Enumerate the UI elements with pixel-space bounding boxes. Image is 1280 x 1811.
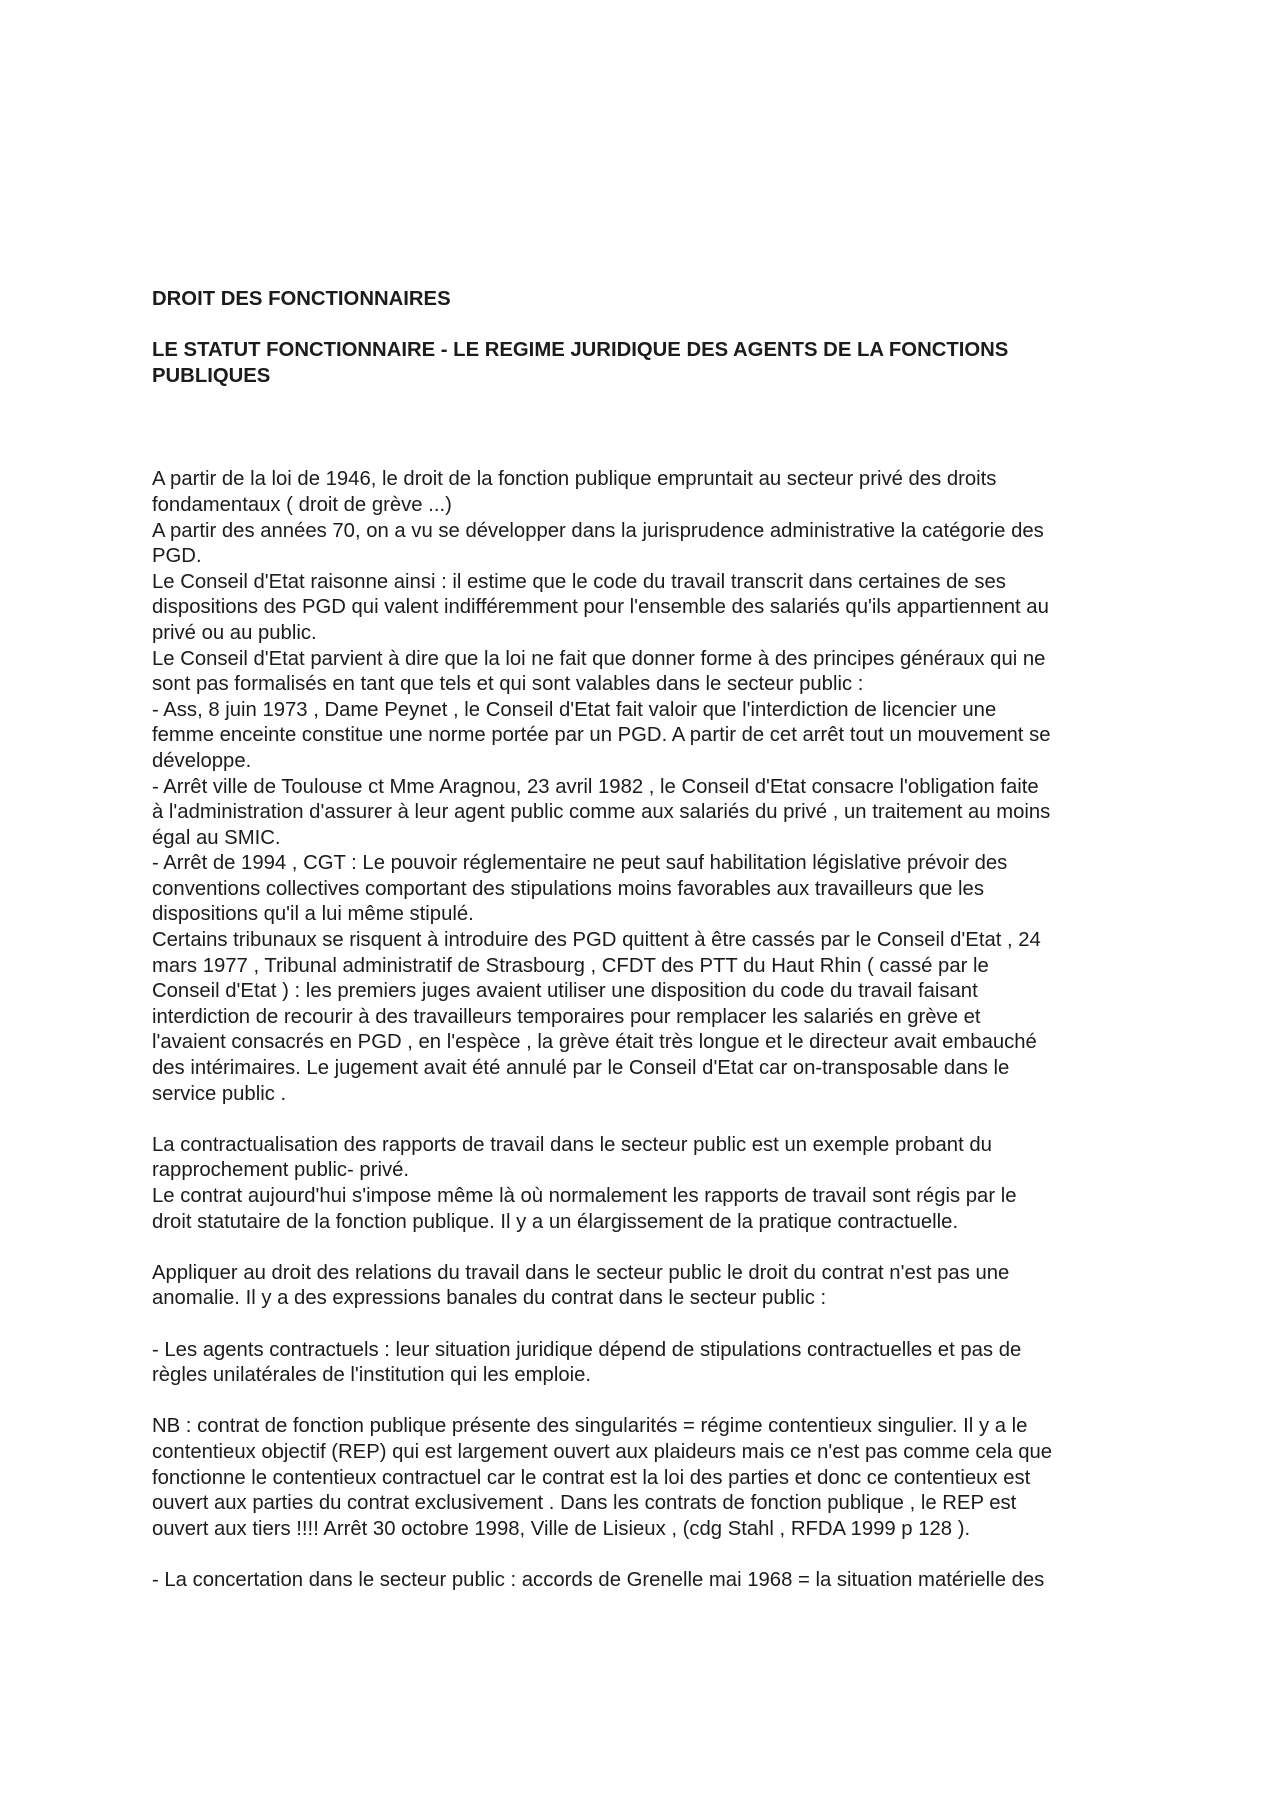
paragraph-spacer [152, 1235, 1142, 1261]
paragraph-spacer [152, 1312, 1142, 1338]
paragraph-line: interdiction de recourir à des travailleurs temporaires pour remplacer les salariés en grève et [152, 1005, 981, 1028]
paragraph-line: dispositions qu'il a lui même stipulé. [152, 903, 474, 926]
paragraph-line: - Arrêt de 1994 , CGT : Le pouvoir réglementaire ne peut sauf habilitation législative prévoir des [152, 852, 1008, 875]
paragraph-line: à l'administration d'assurer à leur agent public comme aux salariés du privé , un traitement au moins [152, 801, 1051, 824]
paragraph-line: ouvert aux tiers !!!! Arrêt 30 octobre 1998, Ville de Lisieux , (cdg Stahl , RFDA 1999 p 128 ). [152, 1517, 971, 1540]
paragraph [152, 1133, 1142, 1235]
document-title: DROIT DES FONCTIONNAIRES [152, 288, 451, 310]
document-subtitle [152, 338, 1142, 389]
paragraph-spacer [152, 1389, 1142, 1415]
paragraph-line: privé ou au public. [152, 621, 317, 644]
paragraph-line: - La concertation dans le secteur public : accords de Grenelle mai 1968 = la situation matérielle des [152, 1568, 1045, 1591]
paragraph-line: règles unilatérales de l'institution qui les emploie. [152, 1364, 592, 1387]
paragraph-line: service public . [152, 1082, 287, 1105]
paragraph [152, 467, 1142, 1107]
paragraph-line: l'avaient consacrés en PGD , en l'espèce , la grève était très longue et le directeur avait embauché [152, 1031, 1037, 1054]
paragraph-spacer [152, 1542, 1142, 1568]
paragraph-line: Le Conseil d'Etat parvient à dire que la loi ne fait que donner forme à des principes généraux qui ne [152, 647, 1046, 670]
paragraph-line: Certains tribunaux se risquent à introduire des PGD quittent à être cassés par le Conseil d'Etat , 24 [152, 929, 1041, 952]
paragraph-line: NB : contrat de fonction publique présente des singularités = régime contentieux singulier. Il y a le [152, 1415, 1028, 1438]
paragraph-line: - Arrêt ville de Toulouse ct Mme Aragnou, 23 avril 1982 , le Conseil d'Etat consacre l'obligation faite [152, 775, 1039, 798]
paragraph-line: rapprochement public- privé. [152, 1159, 410, 1182]
paragraph-line: Le Conseil d'Etat raisonne ainsi : il estime que le code du travail transcrit dans certaines de ses [152, 570, 1006, 593]
paragraph-line: fondamentaux ( droit de grève ...) [152, 493, 452, 516]
paragraph-line: - Ass, 8 juin 1973 , Dame Peynet , le Conseil d'Etat fait valoir que l'interdiction de licencier une [152, 698, 997, 721]
paragraph-line: mars 1977 , Tribunal administratif de Strasbourg , CFDT des PTT du Haut Rhin ( cassé par le [152, 954, 989, 977]
paragraph-line: femme enceinte constitue une norme portée par un PGD. A partir de cet arrêt tout un mouvement se [152, 724, 1051, 747]
paragraph-line: Conseil d'Etat ) : les premiers juges avaient utiliser une disposition du code du travail faisant [152, 980, 978, 1003]
paragraph-line: Appliquer au droit des relations du travail dans le secteur public le droit du contrat n'est pas une [152, 1261, 1010, 1284]
paragraph-line: développe. [152, 749, 252, 772]
paragraph [152, 1261, 1142, 1312]
paragraph-line: dispositions des PGD qui valent indifféremment pour l'ensemble des salariés qu'ils appartiennent au [152, 596, 1049, 619]
document-body [152, 467, 1142, 1593]
document-content [152, 287, 1142, 1594]
subtitle-line: LE STATUT FONCTIONNAIRE - LE REGIME JURIDIQUE DES AGENTS DE LA FONCTIONS [152, 339, 1009, 362]
paragraph-line: droit statutaire de la fonction publique. Il y a un élargissement de la pratique contractuelle. [152, 1210, 959, 1233]
paragraph-line: anomalie. Il y a des expressions banales du contrat dans le secteur public : [152, 1287, 827, 1310]
subtitle-line: PUBLIQUES [152, 364, 271, 387]
paragraph-line: Le contrat aujourd'hui s'impose même là où normalement les rapports de travail sont régis par le [152, 1185, 1017, 1207]
paragraph-line: PGD. [152, 545, 202, 568]
paragraph-line: égal au SMIC. [152, 826, 281, 849]
paragraph-spacer [152, 1107, 1142, 1133]
paragraph-line: des intérimaires. Le jugement avait été annulé par le Conseil d'Etat car on-transposable dans le [152, 1057, 1010, 1080]
paragraph-line: sont pas formalisés en tant que tels et qui sont valables dans le secteur public : [152, 673, 864, 696]
paragraph [152, 1414, 1142, 1542]
paragraph-line: - Les agents contractuels : leur situation juridique dépend de stipulations contractuelles et pas de [152, 1338, 1022, 1361]
paragraph-line: ouvert aux parties du contrat exclusivement . Dans les contrats de fonction publique , le REP est [152, 1492, 1017, 1515]
paragraph-line: La contractualisation des rapports de travail dans le secteur public est un exemple probant du [152, 1133, 992, 1156]
paragraph [152, 1568, 1142, 1594]
paragraph-line: A partir de la loi de 1946, le droit de la fonction publique empruntait au secteur privé des droits [152, 468, 997, 491]
paragraph-line: contentieux objectif (REP) qui est largement ouvert aux plaideurs mais ce n'est pas comme cela que [152, 1440, 1053, 1463]
paragraph [152, 1338, 1142, 1389]
paragraph-line: conventions collectives comportant des stipulations moins favorables aux travailleurs que les [152, 877, 984, 900]
paragraph-line: A partir des années 70, on a vu se développer dans la jurisprudence administrative la catégorie des [152, 519, 1044, 542]
paragraph-line: fonctionne le contentieux contractuel car le contrat est la loi des parties et donc ce contentieux est [152, 1466, 1031, 1489]
